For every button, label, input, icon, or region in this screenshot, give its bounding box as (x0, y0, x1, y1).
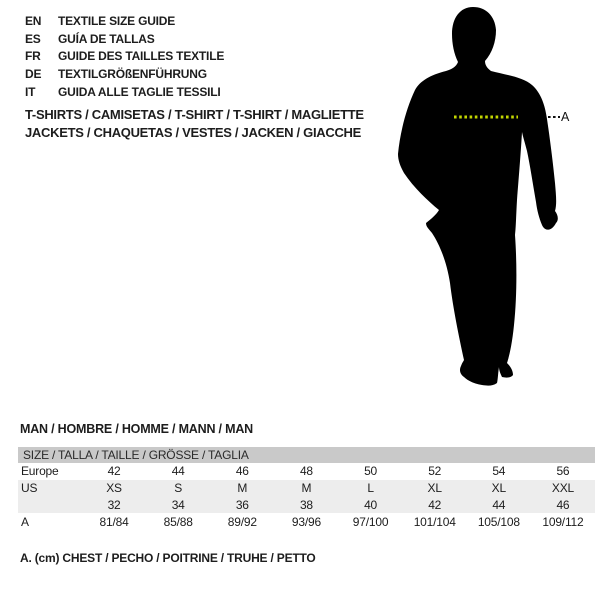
category-tshirts: T-SHIRTS / CAMISETAS / T-SHIRT / T-SHIRT / MAGLIETTE (25, 107, 364, 122)
size-cell: 42 (428, 498, 442, 512)
measure-point-label: A (561, 110, 570, 124)
legend-row-en (25, 13, 224, 31)
size-cell: 85/88 (163, 515, 193, 529)
size-cell: 89/92 (227, 515, 257, 529)
size-table (18, 447, 595, 532)
size-cell: 46 (235, 464, 249, 478)
lang-code: IT (25, 84, 36, 99)
legend-row-es (25, 31, 224, 49)
size-cell: 42 (107, 464, 121, 478)
size-cell: L (367, 481, 374, 495)
size-table-header: SIZE / TALLA / TAILLE / GRÖSSE / TAGLIA (18, 447, 595, 463)
man-silhouette (398, 7, 558, 386)
legend-row-fr (25, 48, 224, 66)
row-label: A (21, 515, 29, 529)
category-jackets: JACKETS / CHAQUETAS / VESTES / JACKEN / GIACCHE (25, 125, 361, 140)
size-cell: 97/100 (352, 515, 389, 529)
size-cell: 38 (299, 498, 313, 512)
size-cell: 105/108 (477, 515, 520, 529)
language-legend (25, 13, 224, 101)
size-cell: 56 (556, 464, 570, 478)
size-cell: XL (491, 481, 506, 495)
size-cell: 54 (492, 464, 506, 478)
man-silhouette-svg (390, 5, 580, 397)
lang-code: FR (25, 49, 41, 64)
size-cell: XL (427, 481, 442, 495)
size-cell: 32 (107, 498, 121, 512)
table-row-us (18, 480, 595, 497)
size-cell: 34 (171, 498, 185, 512)
size-cell: S (174, 481, 183, 495)
lang-label: GUÍA DE TALLAS (58, 31, 155, 46)
lang-code: EN (25, 14, 42, 28)
legend-row-de (25, 66, 224, 84)
size-cell: 44 (492, 498, 506, 512)
size-cell: 50 (364, 464, 378, 478)
lang-label: GUIDE DES TAILLES TEXTILE (58, 49, 225, 64)
measurement-figure (390, 5, 580, 397)
size-cell: 44 (171, 464, 185, 478)
lang-label: GUIDA ALLE TAGLIE TESSILI (58, 84, 221, 99)
size-cell: XS (106, 481, 122, 495)
measure-footnote: A. (cm) CHEST / PECHO / POITRINE / TRUHE / PETTO (20, 551, 316, 565)
size-cell: 46 (556, 498, 570, 512)
size-cell: M (237, 481, 248, 495)
size-cell: 101/104 (413, 515, 456, 529)
row-label: US (21, 481, 38, 495)
row-label: Europe (21, 464, 59, 478)
section-title-man: MAN / HOMBRE / HOMME / MANN / MAN (20, 422, 253, 436)
size-cell: M (301, 481, 312, 495)
lang-label: TEXTILGRÖßENFÜHRUNG (58, 67, 207, 82)
legend-row-it (25, 84, 224, 102)
size-cell: 36 (235, 498, 249, 512)
row-label (18, 497, 82, 513)
size-cell: 48 (299, 464, 313, 478)
table-row-europe (18, 463, 595, 480)
table-row-chest-cm (18, 513, 595, 532)
size-cell: 93/96 (291, 515, 321, 529)
size-cell: 52 (428, 464, 442, 478)
size-cell: 81/84 (99, 515, 129, 529)
size-cell: 40 (364, 498, 378, 512)
size-cell: 109/112 (542, 515, 584, 529)
table-row-us-numeric (18, 497, 595, 513)
lang-code: DE (25, 67, 42, 82)
size-cell: XXL (551, 481, 574, 495)
lang-code: ES (25, 31, 41, 46)
garment-categories (25, 106, 364, 142)
lang-label: TEXTILE SIZE GUIDE (58, 14, 176, 28)
